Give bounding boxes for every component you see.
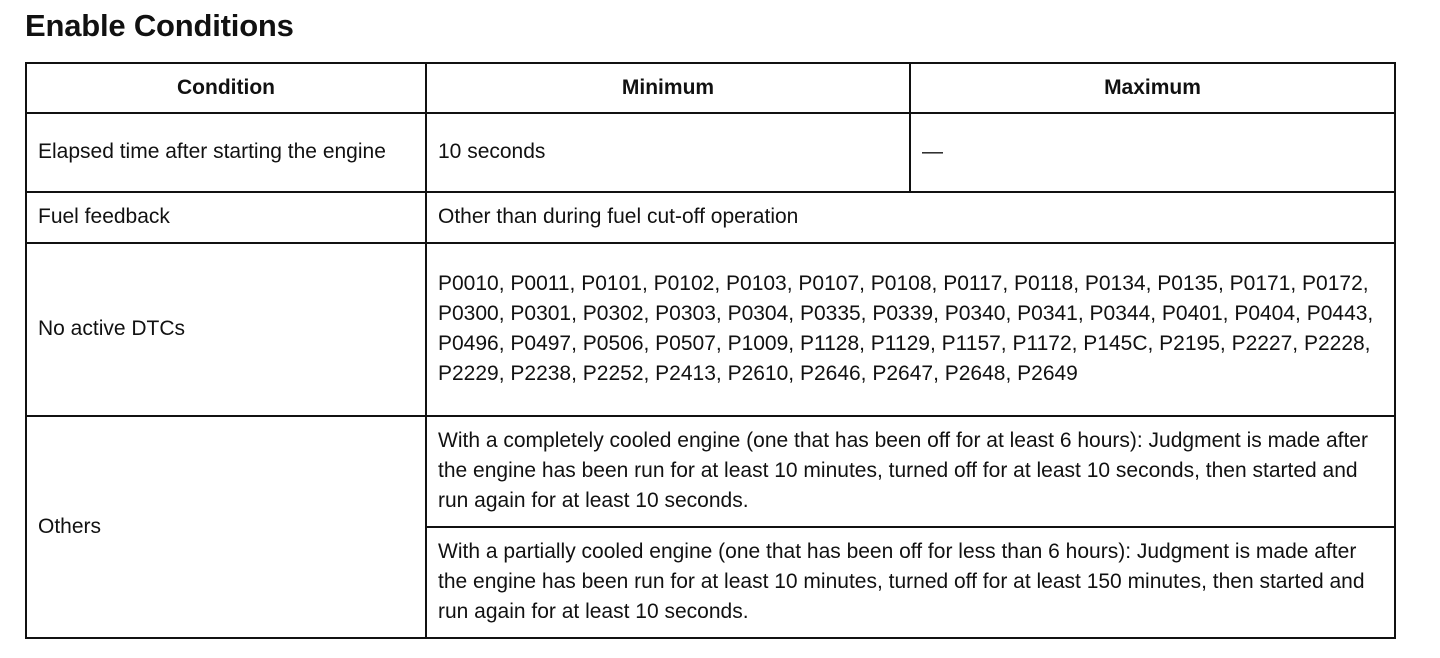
maximum-cell: — — [910, 113, 1395, 192]
condition-cell: No active DTCs — [26, 243, 426, 416]
minimum-cell: 10 seconds — [426, 113, 910, 192]
enable-conditions-table — [25, 62, 1396, 639]
condition-cell: Fuel feedback — [26, 192, 426, 243]
value-cell-partially-cooled: With a partially cooled engine (one that has been off for less than 6 hours): Judgment is made after the engine has been run for at least 10 minutes, turned off for at least 150 minutes, then started and run again for at least 10 seconds. — [426, 527, 1395, 638]
header-minimum: Minimum — [426, 63, 910, 113]
header-condition: Condition — [26, 63, 426, 113]
page-title: Enable Conditions — [25, 8, 294, 43]
table-row-fuel-feedback — [26, 192, 1395, 243]
value-cell-completely-cooled: With a completely cooled engine (one that has been off for at least 6 hours): Judgment is made after the engine has been run for at least 10 minutes, turned off for at least 10 seconds, then started and run again for at least 10 seconds. — [426, 416, 1395, 527]
table-row-others — [26, 416, 1395, 527]
table-row-elapsed-time — [26, 113, 1395, 192]
value-cell: Other than during fuel cut-off operation — [426, 192, 1395, 243]
table-row-no-active-dtcs — [26, 243, 1395, 416]
dtc-list-cell: P0010, P0011, P0101, P0102, P0103, P0107, P0108, P0117, P0118, P0134, P0135, P0171, P0172, P0300, P0301, P0302, P0303, P0304, P0335, P0339, P0340, P0341, P0344, P0401, P0404, P0443, P0496, P0497, P0506, P0507, P1009, P1128, P1129, P1157, P1172, P145C, P2195, P2227, P2228, P2229, P2238, P2252, P2413, P2610, P2646, P2647, P2648, P2649 — [426, 243, 1395, 416]
condition-cell: Elapsed time after starting the engine — [26, 113, 426, 192]
condition-cell: Others — [26, 416, 426, 638]
header-maximum: Maximum — [910, 63, 1395, 113]
table-header-row — [26, 63, 1395, 113]
